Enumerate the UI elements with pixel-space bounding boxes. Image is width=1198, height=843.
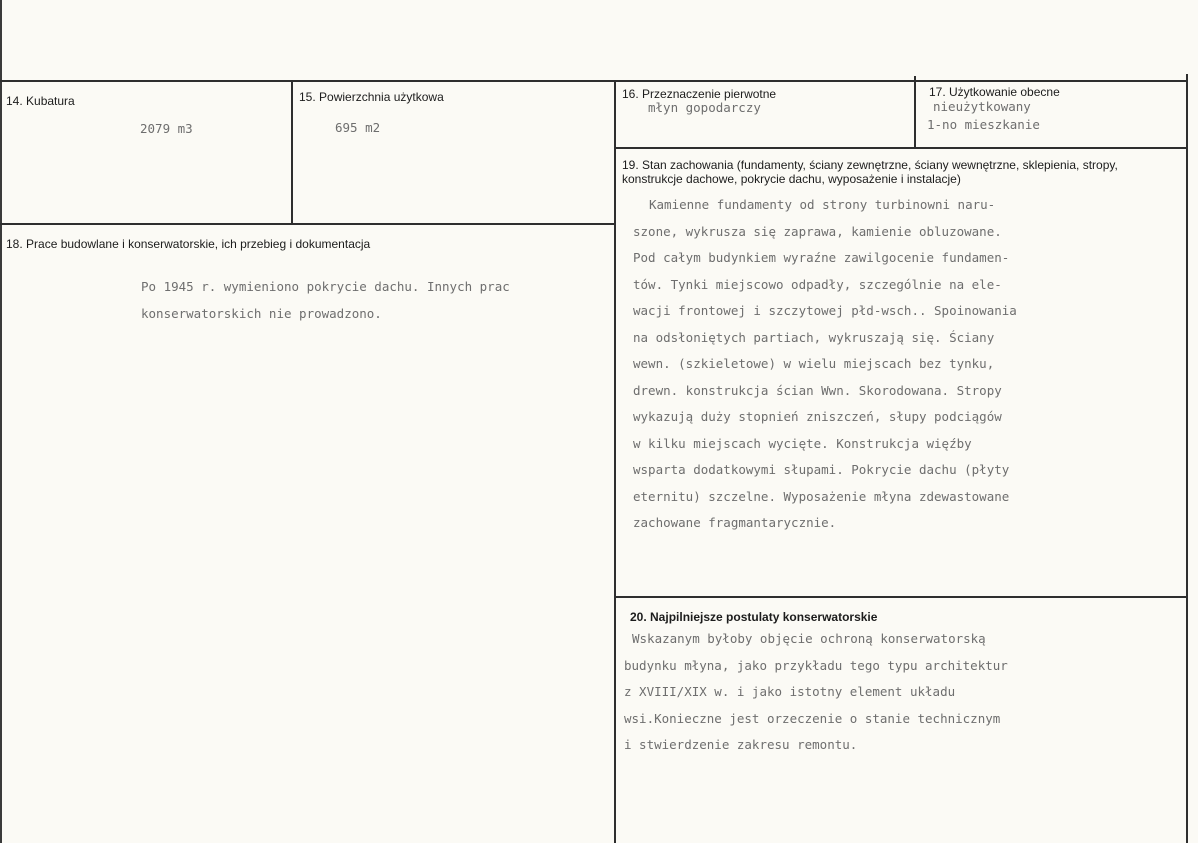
field-14-label: 14. Kubatura — [6, 94, 75, 108]
field-19-line: eternitu) szczelne. Wyposażenie młyna zdewastowane — [633, 488, 1010, 504]
field-20-label: 20. Najpilniejsze postulaty konserwatorskie — [630, 610, 878, 624]
field-17-line: nieużytkowany — [933, 99, 1031, 114]
field-14-value: 2079 m3 — [140, 121, 193, 136]
field-19-line: w kilku miejscach wycięte. Konstrukcja więźby — [633, 435, 972, 451]
field-20-line: z XVIII/XIX w. i jako istotny element układu — [624, 684, 956, 699]
rule-v-14-15 — [291, 80, 293, 225]
field-19-line: wacji frontowej i szczytowej płd-wsch.. Spoinowania — [633, 303, 1017, 318]
field-19-line: szone, wykrusza się zaprawa, kamienie obluzowane. — [633, 223, 1002, 239]
field-15-value: 695 m2 — [335, 120, 381, 135]
field-18-label: 18. Prace budowlane i konserwatorskie, ich przebieg i dokumentacja — [6, 237, 371, 251]
rule-top — [0, 80, 1188, 82]
rule-right-lower — [615, 596, 1188, 598]
field-19-line: tów. Tynki miejscowo odpadły, szczególnie na ele- — [633, 276, 1002, 292]
field-19-line: wewn. (szkieletowe) w wielu miejscach bez tynku, — [633, 356, 995, 371]
field-17-value — [927, 98, 1040, 134]
rule-right-upper — [615, 147, 1188, 149]
rule-v-right — [1186, 74, 1188, 843]
field-19-line: Pod całym budynkiem wyraźne zawilgocenie fundamen- — [633, 250, 1010, 265]
field-19-line: wykazują duży stopnień zniszczeń, słupy podciągów — [633, 409, 1002, 424]
field-18-line: Po 1945 r. wymieniono pokrycie dachu. Innych prac — [141, 279, 510, 294]
field-19-label: 19. Stan zachowania (fundamenty, ściany zewnętrzne, ściany wewnętrzne, sklepienia, stropy, konstrukcje dachowe, pokrycie dachu, wyposażenie i instalacje) — [622, 158, 1118, 186]
field-19-line: na odsłoniętych partiach, wykruszają się. Ściany — [633, 329, 995, 345]
rule-v-16-17 — [914, 76, 916, 149]
field-19-line: wsparta dodatkowymi słupami. Pokrycie dachu (płyty — [633, 462, 1010, 477]
field-18-text — [141, 273, 510, 327]
field-17-line: 1-no mieszkanie — [927, 117, 1040, 132]
field-20-text — [624, 626, 1008, 759]
rule-v-center — [614, 80, 616, 843]
field-18-line: konserwatorskich nie prowadzono. — [141, 306, 382, 321]
field-20-line: i stwierdzenie zakresu remontu. — [624, 737, 858, 752]
rule-left-mid — [0, 223, 615, 225]
field-17-label: 17. Użytkowanie obecne — [929, 85, 1060, 99]
field-19-text — [633, 192, 1017, 537]
field-16-value: młyn gopodarczy — [648, 100, 761, 115]
field-15-label: 15. Powierzchnia użytkowa — [299, 90, 444, 104]
field-20-line: budynku młyna, jako przykładu tego typu architektur — [624, 657, 1008, 673]
field-19-line: drewn. konstrukcja ścian Wwn. Skorodowana. Stropy — [633, 382, 1002, 398]
field-19-line: zachowane fragmantarycznie. — [633, 515, 837, 530]
field-20-line: wsi.Konieczne jest orzeczenie o stanie technicznym — [624, 710, 1001, 726]
field-19-line: Kamienne fundamenty od strony turbinowni naru- — [649, 197, 996, 212]
field-20-line: Wskazanym byłoby objęcie ochroną konserwatorską — [632, 631, 986, 646]
field-16-label: 16. Przeznaczenie pierwotne — [622, 87, 777, 101]
